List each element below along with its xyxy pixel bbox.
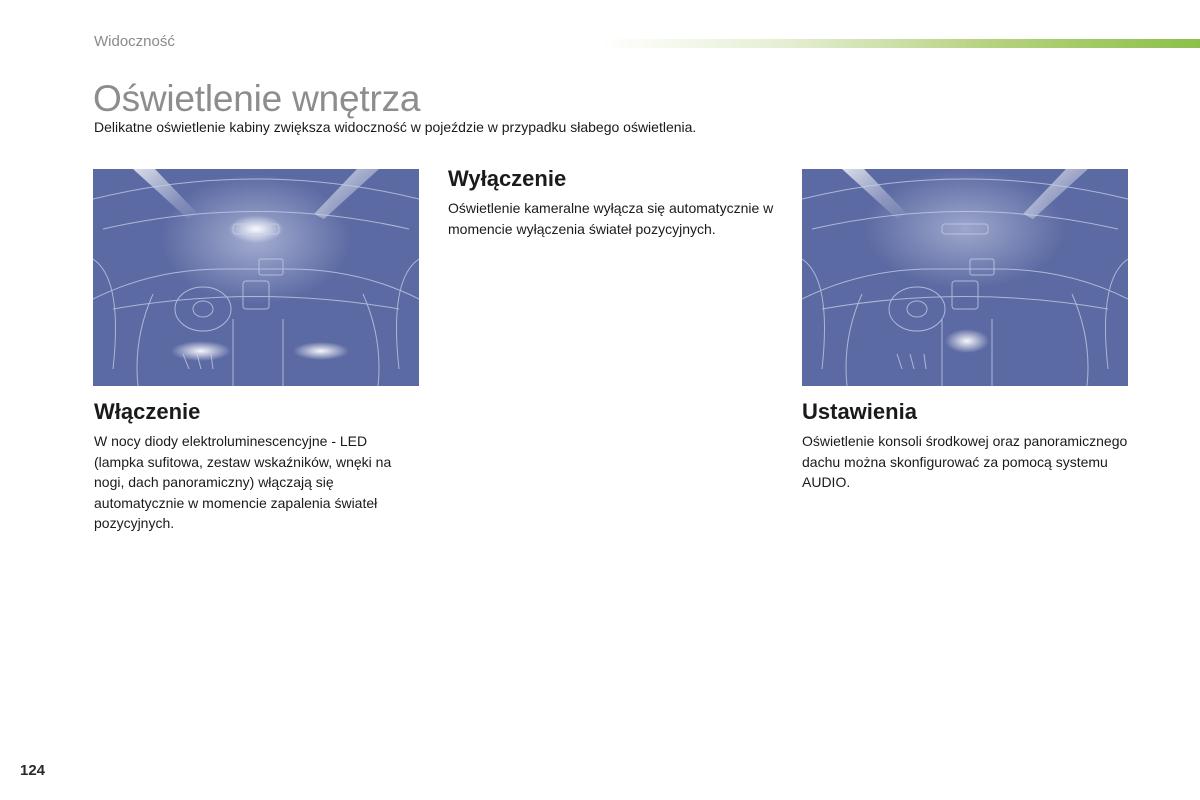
section-text-off: Oświetlenie kameralne wyłącza się automatycznie w momencie wyłączenia świateł pozycyjnych. — [448, 200, 774, 237]
intro-text: Delikatne oświetlenie kabiny zwiększa widoczność w pojeździe w przypadku słabego oświetlenia. — [94, 119, 697, 135]
section-heading-on: Włączenie — [94, 399, 201, 424]
section-label: Widoczność — [94, 33, 175, 50]
section-text-settings: Oświetlenie konsoli środkowej oraz panoramicznego dachu można skonfigurować za pomocą systemu AUDIO. — [802, 433, 1128, 490]
header-accent-bar — [600, 39, 1200, 48]
page-number: 124 — [20, 762, 46, 779]
section-heading-off: Wyłączenie — [448, 166, 567, 191]
page-title: Oświetlenie wnętrza — [93, 78, 421, 119]
interior-lighting-settings-illustration — [802, 169, 1128, 386]
section-text-on: W nocy diody elektroluminescencyjne - LED (lampka sufitowa, zestaw wskaźników, wnęki na nogi, dach panoramiczny) włączają się automatycznie w momencie zapalenia świateł pozycyjnych. — [94, 433, 392, 531]
section-heading-settings: Ustawienia — [802, 399, 917, 424]
interior-lighting-on-illustration — [93, 169, 419, 386]
